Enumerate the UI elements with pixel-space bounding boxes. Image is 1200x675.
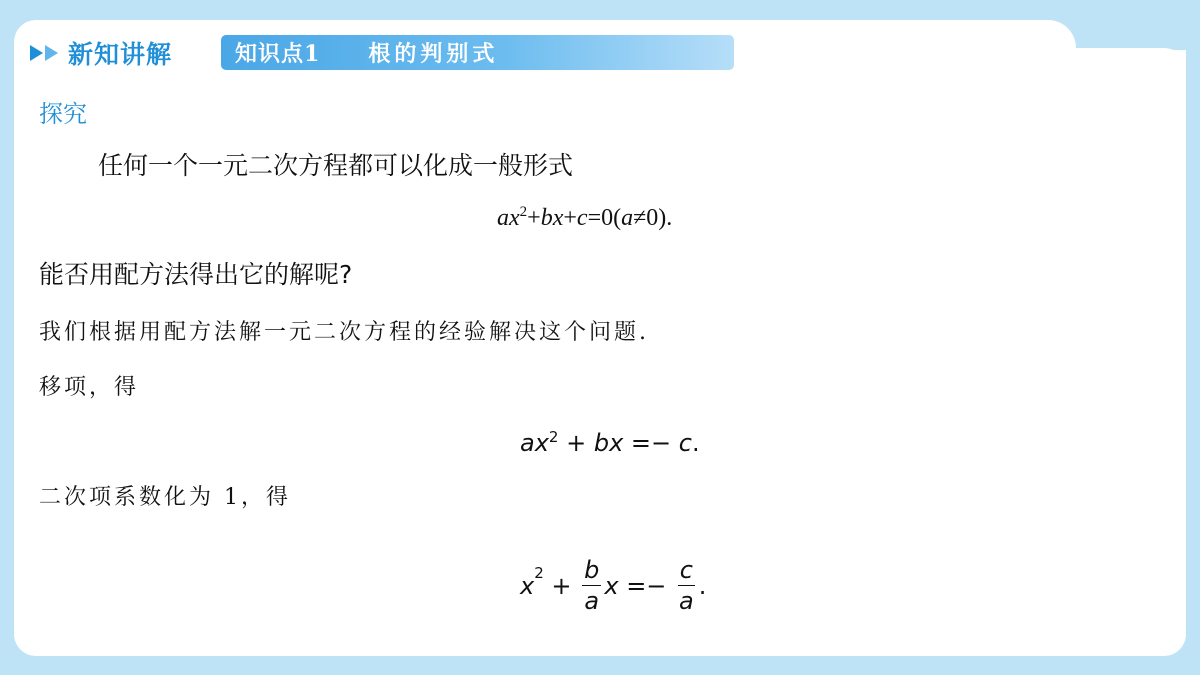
method-text: 我们根据用配方法解一元二次方程的经验解决这个问题. [39,320,649,345]
step2-equation: x $^2$ + $\frac{b}{a}$ x =− $\frac{c}{a}$ . [520,556,707,615]
fraction-c-over-a: $\frac{c}{a}$ [679,556,694,615]
step2-label: 二次项系数化为 1，得 [39,485,291,510]
topic-bar [221,35,734,70]
section-header [30,36,172,70]
topic-number: 知识点1 [235,41,321,67]
explore-label: 探究 [39,100,87,128]
statement-text: 任何一个一元二次方程都可以化成一般形式 [98,151,574,180]
fraction-b-over-a: $\frac{b}{a}$ [584,556,600,615]
double-arrow-icon [30,44,62,62]
topic-name: 根的判别式 [368,41,499,67]
section-title: 新知讲解 [68,40,173,69]
step1-equation: $ax^2$ + bx =− c. [520,428,700,457]
general-form-equation: $ax^2+bx+c=0(a\ne 0)$. [497,204,673,231]
question-text: 能否用配方法得出它的解呢? [39,260,353,289]
step1-label: 移项，得 [39,375,140,400]
card-notch-fill [1046,48,1186,78]
